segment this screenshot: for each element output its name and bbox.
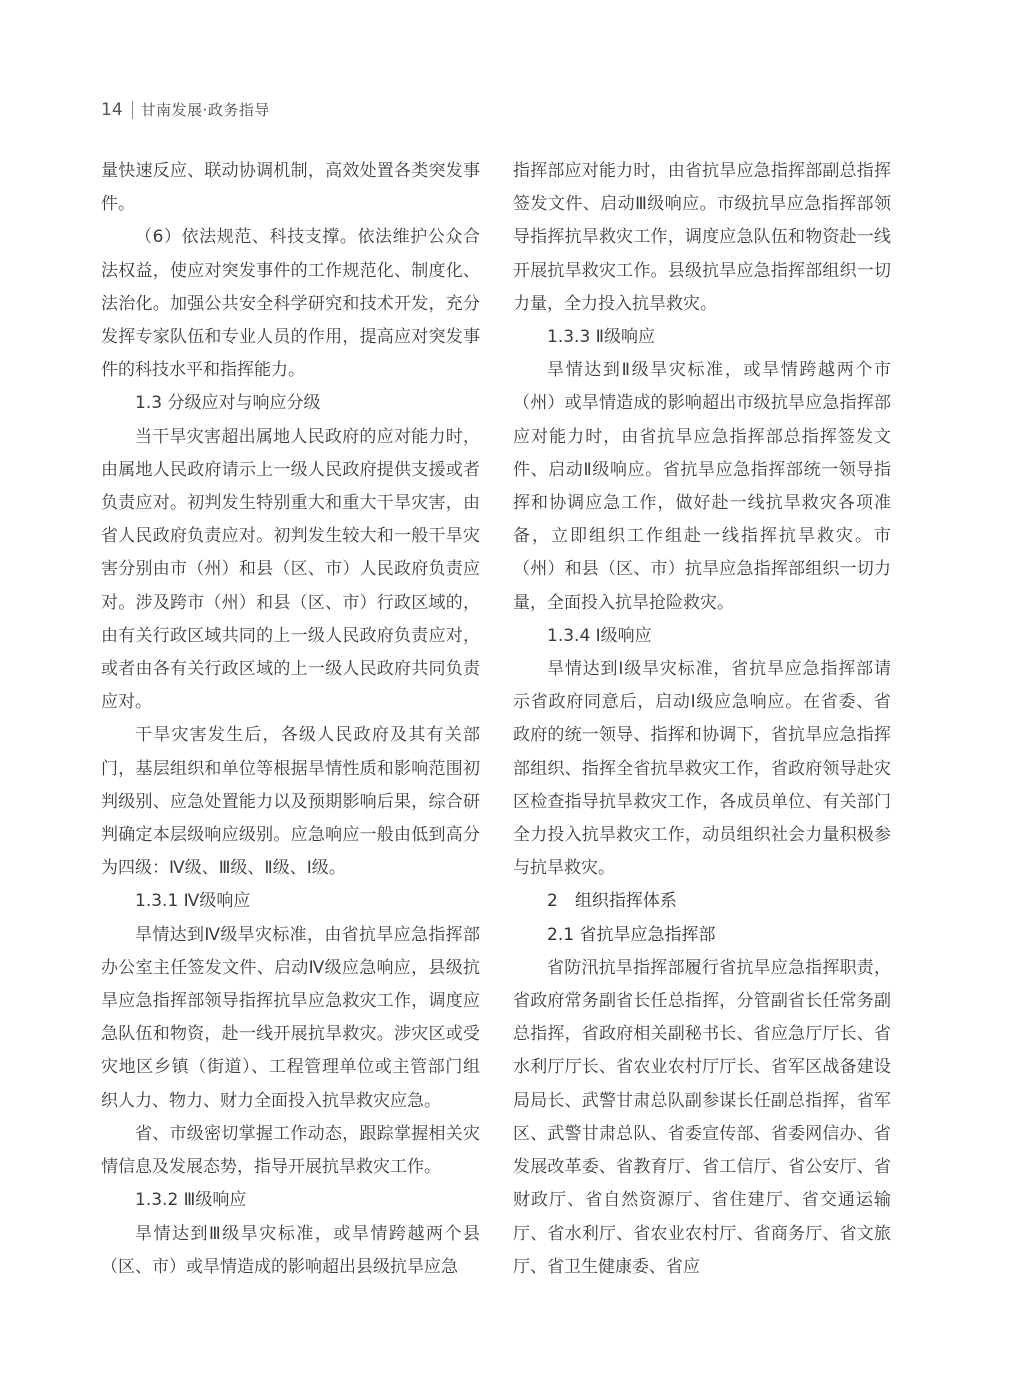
paragraph: 省、市级密切掌握工作动态，跟踪掌握相关灾情信息及发展态势，指导开展抗旱救灾工作。 [101, 1123, 480, 1178]
section-heading: 1.3.2 Ⅲ级响应 [135, 1190, 247, 1211]
section-heading: 1.3 分级应对与响应分级 [135, 393, 321, 414]
page-number: 14 [101, 99, 123, 120]
paragraph: 旱情达到Ⅰ级旱灾标准，省抗旱应急指挥部请示省政府同意后，启动Ⅰ级应急响应。在省委、省政府的统一领导、指挥和协调下，省抗旱应急指挥部组织、指挥全省抗旱救灾工作，省政府领导赴灾区检查指导抗旱救灾工作，各成员单位、有关部门全力投入抗旱救灾工作，动员组织社会力量积极参与抗旱救灾。 [513, 659, 891, 879]
paragraph: 当干旱灾害超出属地人民政府的应对能力时，由属地人民政府请示上一级人民政府提供支援或者负责应对。初判发生特别重大和重大干旱灾害，由省人民政府负责应对。初判发生较大和一般干旱灾害分别由市（州）和县（区、市）人民政府负责应对。涉及跨市（州）和县（区、市）行政区域的，由有关行政区域共同的上一级人民政府负责应对，或者由各有关行政区域的上一级人民政府共同负责应对。 [101, 426, 480, 713]
left-column [101, 155, 480, 1284]
paragraph: 旱情达到Ⅳ级旱灾标准，由省抗旱应急指挥部办公室主任签发文件、启动Ⅳ级应急响应，县级抗旱应急指挥部领导指挥抗旱应急救灾工作，调度应急队伍和物资，赴一线开展抗旱救灾。涉灾区或受灾地区乡镇（街道）、工程管理单位或主管部门组织人力、物力、财力全面投入抗旱救灾应急。 [101, 924, 480, 1111]
paragraph: 旱情达到Ⅱ级旱灾标准，或旱情跨越两个市（州）或旱情造成的影响超出市级抗旱应急指挥部应对能力时，由省抗旱应急指挥部总指挥签发文件、启动Ⅱ级响应。省抗旱应急指挥部统一领导指挥和协调应急工作，做好赴一线抗旱救灾各项准备，立即组织工作组赴一线指挥抗旱救灾。市（州）和县（区、市）抗旱应急指挥部组织一切力量，全面投入抗旱抢险救灾。 [513, 360, 891, 613]
section-heading: 1.3.4 Ⅰ级响应 [547, 625, 652, 646]
header-divider [132, 101, 133, 119]
paragraph: （6）依法规范、科技支撑。依法维护公众合法权益，使应对突发事件的工作规范化、制度化、法治化。加强公共安全科学研究和技术开发，充分发挥专家队伍和专业人员的作用，提高应对突发事件的科技水平和指挥能力。 [101, 227, 480, 381]
section-heading: 2.1 省抗旱应急指挥部 [547, 924, 716, 945]
paragraph: 省防汛抗旱指挥部履行省抗旱应急指挥职责，省政府常务副省长任总指挥，分管副省长任常务副总指挥，省政府相关副秘书长、省应急厅厅长、省水利厅厅长、省农业农村厅厅长、省军区战备建设局局长、武警甘肃总队副参谋长任副总指挥，省军区、武警甘肃总队、省委宣传部、省委网信办、省发展改革委、省教育厅、省工信厅、省公安厅、省财政厅、省自然资源厅、省住建厅、省交通运输厅、省水利厅、省农业农村厅、省商务厅、省文旅厅、省卫生健康委、省应 [513, 957, 891, 1277]
chapter-heading: 2 组织指挥体系 [547, 891, 677, 912]
paragraph: 旱情达到Ⅲ级旱灾标准，或旱情跨越两个县（区、市）或旱情造成的影响超出县级抗旱应急 [101, 1223, 480, 1277]
section-heading: 1.3.3 Ⅱ级响应 [547, 327, 656, 348]
paragraph: 量快速反应、联动协调机制，高效处置各类突发事件。 [101, 161, 480, 215]
journal-title: 甘南发展·政务指导 [140, 101, 270, 119]
paragraph: 指挥部应对能力时，由省抗旱应急指挥部副总指挥签发文件、启动Ⅲ级响应。市级抗旱应急指挥部领导指挥抗旱救灾工作，调度应急队伍和物资赴一线开展抗旱救灾工作。县级抗旱应急指挥部组织一切力量，全力投入抗旱救灾。 [513, 161, 891, 314]
paragraph: 干旱灾害发生后，各级人民政府及其有关部门，基层组织和单位等根据旱情性质和影响范围初判级别、应急处置能力以及预期影响后果，综合研判确定本层级响应级别。应急响应一般由低到高分为四级：Ⅳ级、Ⅲ级、Ⅱ级、Ⅰ级。 [101, 725, 480, 879]
right-column [513, 155, 891, 1284]
section-heading: 1.3.1 Ⅳ级响应 [135, 891, 251, 912]
running-header [101, 99, 270, 120]
